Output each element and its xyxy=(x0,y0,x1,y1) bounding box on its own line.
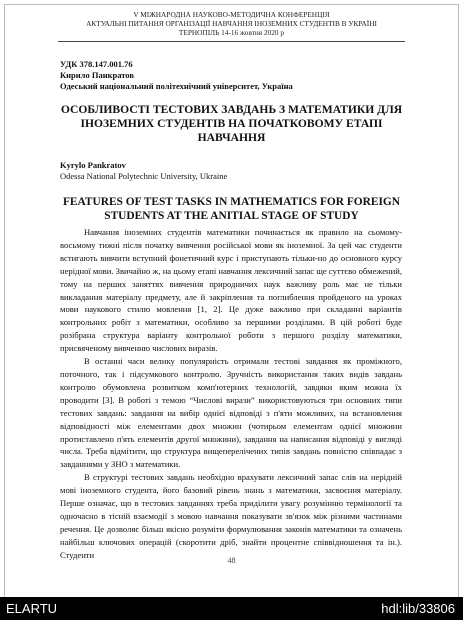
title-en-line: STUDENTS AT THE ANITIAL STAGE OF STUDY xyxy=(104,210,359,222)
body-paragraph: Навчання іноземних студентів математики починається як правило на сьомому-восьмому тижні після початку вивчення російської мови як іноземної. За цей час студенти встигають вивчити вступний фонетичний курс і приступають тільки-но до основного курсу нерідної мови. Звичайно ж, на цьому етапі навчання лексичний запас ще суттєво обмежений, тому на перших заняттях вивчення природничих наук важливу роль має не тільки викладання матеріалу предмету, але й закріплення та поглиблення пройденого на уроках мови наукового стилю мовлення [1, 2]. Це дуже важливо при складанні варіантів контрольних робіт з математики, особливо за першими розділами. В цій роботі буде розібрана структура варіанту контрольної роботи з першого розділу математики, присвяченому вивченню числових виразів. xyxy=(60,227,402,354)
repository-footer-bar xyxy=(0,597,463,620)
article-body xyxy=(60,226,402,562)
conference-header-line: АКТУАЛЬНІ ПИТАННЯ ОРГАНІЗАЦІЇ НАВЧАННЯ ІНОЗЕМНИХ СТУДЕНТІВ В УКРАЇНІ xyxy=(86,19,377,28)
header-divider xyxy=(58,41,405,42)
title-en xyxy=(60,195,403,223)
author-en: Kyrylo Pankratov xyxy=(60,160,126,170)
body-paragraph: В структурі тестових завдань необхідно врахувати лексичний запас слів на нерідній мові іноземного студента, його базовий рівень знань з математики, засвоєння матеріалу. Перше означає, що в тестових завданнях треба приділити увагу розумінню термінології та одночасно в тісній взаємодії з мовою навчання показувати зв'язок між різними частинами речення. Це дозволяє більш якісно розуміти формулювання законів математики та означень найбільш ключових операцій (скоротити дріб, знайти процентне співвідношення та ін.). Студенти xyxy=(60,472,402,560)
udk-code: УДК 378.147.001.76 xyxy=(60,59,133,69)
body-paragraph: В останні часи велику популярність отримали тестові завдання як проміжного, поточного, так і підсумкового контролю. Зручність використання таких видів завдань контролю обумовлена розвитком комп'ютерних технологій, завдяки яким можна їх проводити [3]. В роботі з темою “Числові вирази” використовуються три основних типи тестових завдань: завдання на вибір однієї відповіді з п'яти можливих, на встановлення відповідності між елементами двох множин (чотирьом елементам однієї множини протиставлено п'ять елементів другої множини), завдання на написання відповіді у вигляді числа. Треба відмітити, що структура вищеперелічених типів завдань повністю співпадає з завданнями у ЗНО з математики. xyxy=(60,356,402,470)
title-uk-line: ОСОБЛИВОСТІ ТЕСТОВИХ ЗАВДАНЬ З МАТЕМАТИКИ ДЛЯ xyxy=(60,103,403,116)
affiliation-en: Odessa National Polytechnic University, Ukraine xyxy=(60,171,228,181)
repository-name: ELARTU xyxy=(6,601,58,616)
title-uk-line: НАВЧАННЯ xyxy=(197,131,266,144)
page-number: 48 xyxy=(227,556,236,565)
affiliation-uk: Одеський національний політехнічний університет, Україна xyxy=(60,81,293,91)
title-en-line: FEATURES OF TEST TASKS IN MATHEMATICS FOR FOREIGN xyxy=(62,196,401,208)
conference-header-line: ТЕРНОПІЛЬ 14-16 жовтня 2020 р xyxy=(178,28,285,37)
title-uk xyxy=(60,103,403,145)
handle-link[interactable]: hdl:lib/33806 xyxy=(381,601,455,616)
conference-header xyxy=(0,10,463,37)
title-uk-line: ІНОЗЕМНИХ СТУДЕНТІВ НА ПОЧАТКОВОМУ ЕТАПІ xyxy=(80,117,383,130)
conference-header-line: V МІЖНАРОДНА НАУКОВО-МЕТОДИЧНА КОНФЕРЕНЦІЯ xyxy=(133,10,330,19)
author-uk: Кирило Панкратов xyxy=(60,70,134,80)
